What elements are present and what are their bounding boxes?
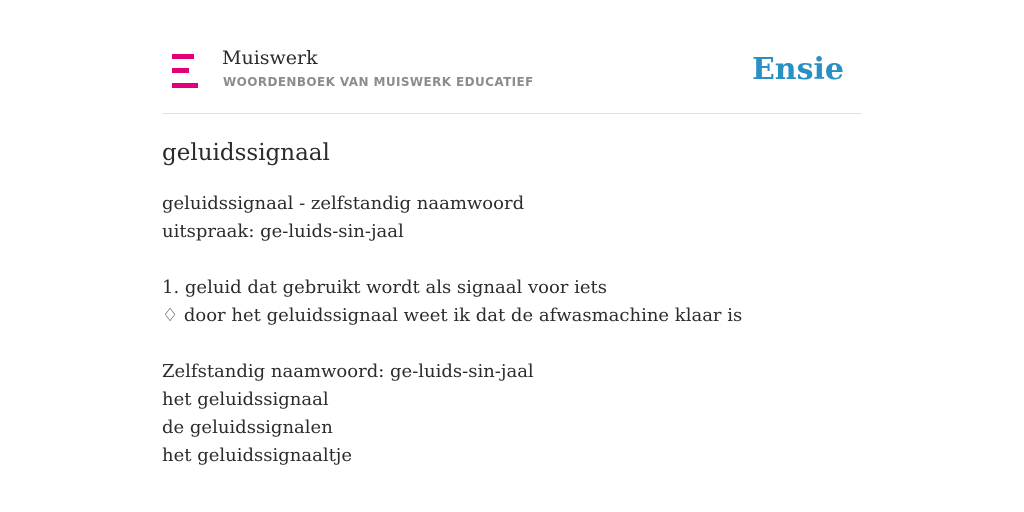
entry-example: ♢ door het geluidssignaal weet ik dat de afwasmachine klaar is [162,305,743,326]
blank-line [162,246,862,274]
entry-form-singular: het geluidssignaal [162,389,329,410]
ensie-logo[interactable]: Ensie [751,52,844,87]
muiswerk-logo-icon[interactable] [172,54,200,88]
entry-grammar: Zelfstandig naamwoord: ge-luids-sin-jaal [162,361,534,382]
entry-headline: geluidssignaal - zelfstandig naamwoord [162,193,525,214]
entry-pronunciation: uitspraak: ge-luids-sin-jaal [162,221,404,242]
page [162,0,862,512]
entry-body [162,190,862,470]
brand-subtitle: WOORDENBOEK VAN MUISWERK EDUCATIEF [223,75,534,89]
entry-form-plural: de geluidssignalen [162,417,333,438]
blank-line [162,330,862,358]
brand-name[interactable]: Muiswerk [222,47,318,69]
entry-form-diminutive: het geluidssignaaltje [162,445,353,466]
entry-title: geluidssignaal [162,140,330,166]
site-header [162,40,862,114]
entry-definition: 1. geluid dat gebruikt wordt als signaal voor iets [162,277,608,298]
